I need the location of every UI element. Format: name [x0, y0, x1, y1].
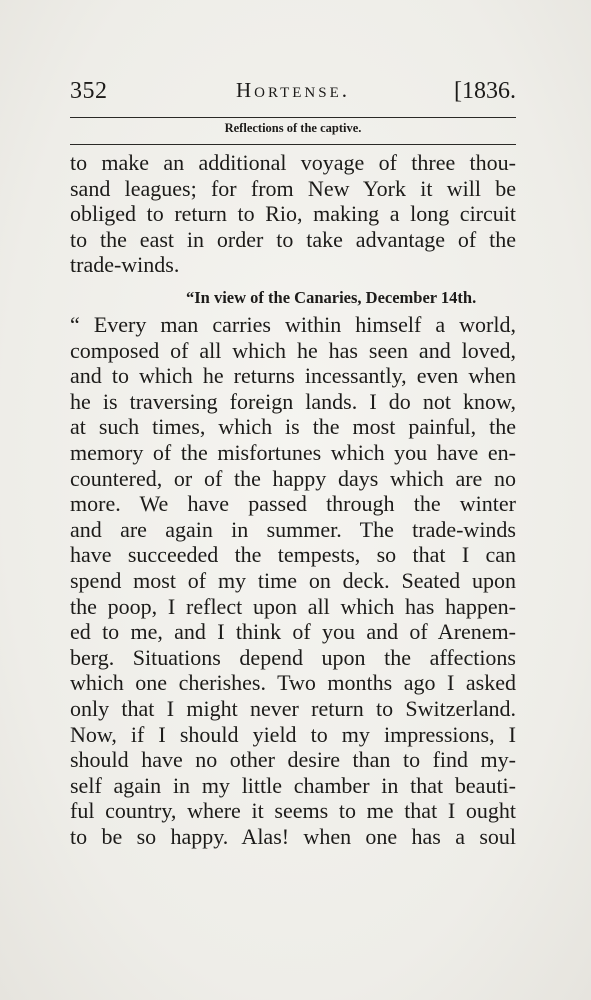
- text-line: memory of the misfortunes which you have en-: [70, 439, 516, 465]
- text-line: to be so happy. Alas! when one has a soul: [70, 823, 516, 849]
- text-line: Now, if I should yield to my impressions, I: [70, 721, 516, 747]
- header-year: [1836.: [454, 78, 516, 104]
- text-line: berg. Situations depend upon the affections: [70, 644, 516, 670]
- text-line: have succeeded the tempests, so that I can: [70, 542, 516, 568]
- text-line: composed of all which he has seen and loved,: [70, 337, 516, 363]
- paragraph-1: [70, 150, 516, 278]
- text-line: and are again in summer. The trade-winds: [70, 516, 516, 542]
- text-line: ful country, where it seems to me that I ought: [70, 798, 516, 824]
- letter-dateline: “In view of the Canaries, December 14th.: [186, 288, 477, 307]
- text-line: trade-winds.: [70, 252, 180, 278]
- text-line: obliged to return to Rio, making a long circuit: [70, 201, 516, 227]
- paragraph-2: [70, 312, 516, 849]
- text-line: “ Every man carries within himself a world,: [70, 312, 516, 337]
- text-line: spend most of my time on deck. Seated upon: [70, 567, 516, 593]
- header-rule-top: [70, 117, 516, 118]
- text-line: which one cherishes. Two months ago I asked: [70, 670, 516, 696]
- text-line: self again in my little chamber in that beauti-: [70, 772, 516, 798]
- text-line: the poop, I reflect upon all which has happen-: [70, 593, 516, 619]
- header-rule-bottom: [70, 144, 516, 145]
- text-line: should have no other desire than to find my-: [70, 747, 516, 773]
- text-line: to make an additional voyage of three thou-: [70, 150, 516, 175]
- text-line: more. We have passed through the winter: [70, 491, 516, 517]
- text-line: and to which he returns incessantly, even when: [70, 363, 516, 389]
- text-line: he is traversing foreign lands. I do not know,: [70, 388, 516, 414]
- text-line: sand leagues; for from New York it will be: [70, 175, 516, 201]
- section-subheading: Reflections of the captive.: [224, 121, 362, 135]
- text-line: at such times, which is the most painful, the: [70, 414, 516, 440]
- page-number: 352: [70, 78, 108, 104]
- text-line: countered, or of the happy days which are no: [70, 465, 516, 491]
- running-header: [70, 78, 516, 112]
- running-title: Hortense.: [235, 78, 350, 102]
- text-line: only that I might never return to Switzerland.: [70, 695, 516, 721]
- text-line: ed to me, and I think of you and of Arenem-: [70, 619, 516, 645]
- text-line: to the east in order to take advantage of the: [70, 226, 516, 252]
